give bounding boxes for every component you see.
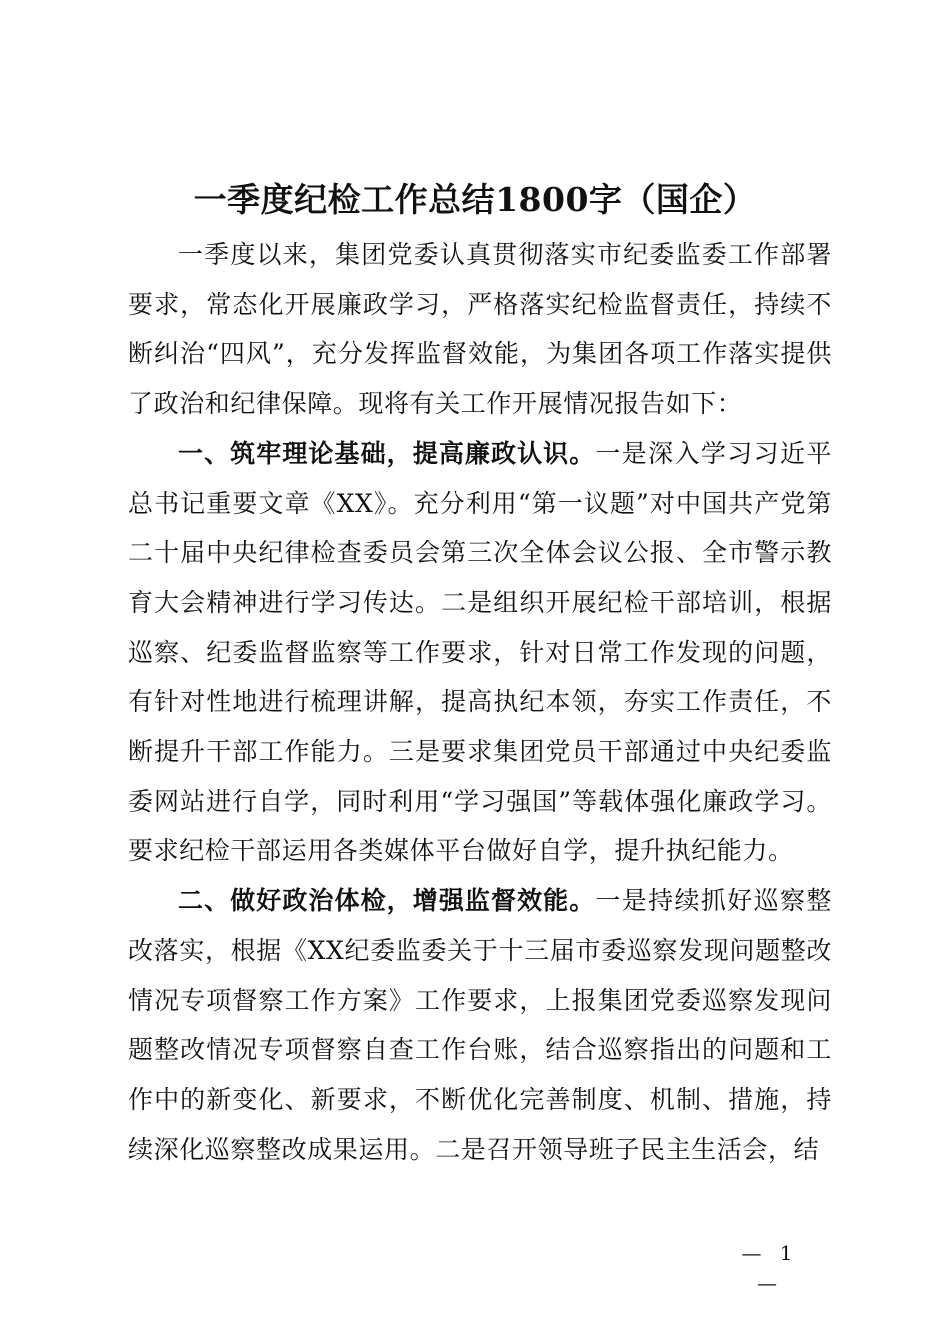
intro-paragraph: 一季度以来，集团党委认真贯彻落实市纪委监委工作部署要求，常态化开展廉政学习，严格落实纪检监督责任，持续不断纠治“四风”，充分发挥监督效能，为集团各项工作落实提供了政治和纪律保障。现将有关工作开展情况报告如下：	[128, 240, 832, 419]
section-text-1: 一是深入学习习近平总书记重要文章《XX》。充分利用“第一议题”对中国共产党第二十届中央纪律检查委员会第三次全体会议公报、全市警示教育大会精神进行学习传达。二是组织开展纪检干部培训，根据巡察、纪委监督监察等工作要求，针对日常工作发现的问题，有针对性地进行梳理讲解，提高执纪本领，夯实工作责任，不断提升干部工作能力。三是要求集团党员干部通过中央纪委监委网站进行自学，同时利用“学习强国”等载体强化廉政学习。要求纪检干部运用各类媒体平台做好自学，提升执纪能力。	[128, 438, 832, 866]
section-heading-1: 一、筑牢理论基础，提高廉政认识。	[178, 438, 596, 468]
section-text-2: 一是持续抓好巡察整改落实，根据《XX纪委监委关于十三届市委巡察发现问题整改情况专项督察工作方案》工作要求，上报集团党委巡察发现问题整改情况专项督察自查工作台账，结合巡察指出的问题和工作中的新变化、新要求，不断优化完善制度、机制、措施，持续深化巡察整改成果运用。二是召开领导班子民主生活会，结	[128, 886, 832, 1164]
document-body	[128, 230, 832, 1174]
page-number: — 1 —	[741, 1241, 799, 1295]
section-paragraph-2	[128, 876, 832, 1174]
section-heading-2: 二、做好政治体检，增强监督效能。	[178, 886, 596, 916]
section-paragraph-1	[128, 429, 832, 876]
page-title: 一季度纪检工作总结1800字（国企）	[193, 180, 757, 219]
